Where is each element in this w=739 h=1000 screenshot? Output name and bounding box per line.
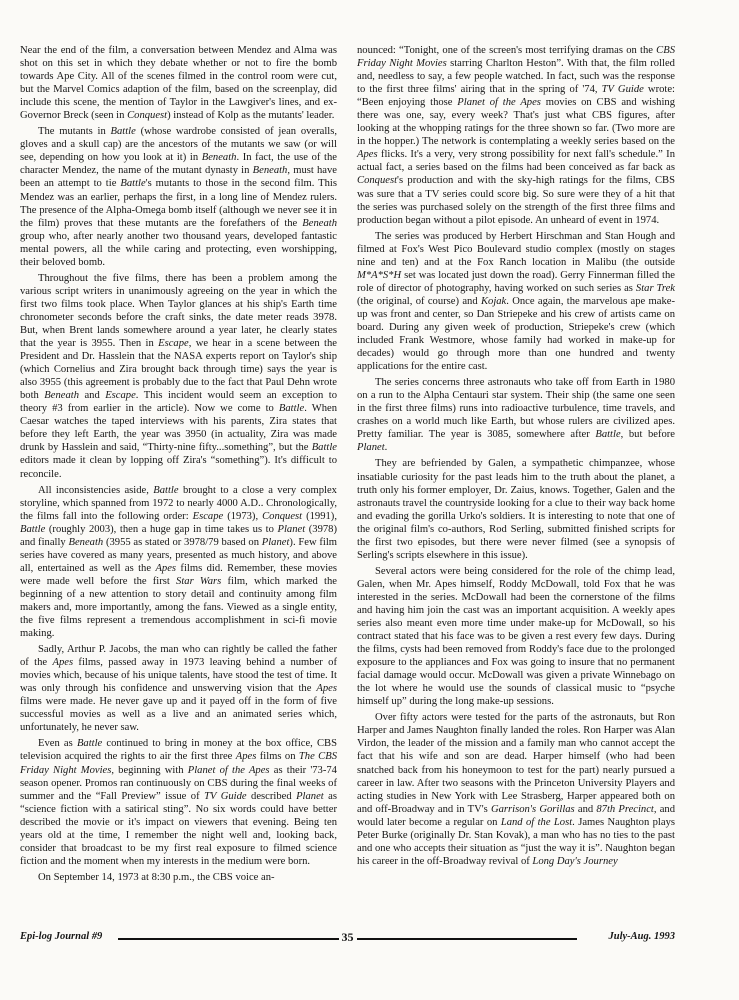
- body-paragraph: On September 14, 1973 at 8:30 p.m., the CBS voice an-: [38, 871, 275, 883]
- issue-date: July-Aug. 1993: [604, 931, 675, 942]
- body-paragraph: Even as Battle continued to bring in money at the box office, CBS television acquired the rights to air the first three Apes films on The CBS Friday Night Movies, beginning with Planet of the Apes as their '73-74 season opener. Promos ran continuously on CBS during the final weeks of summer and the “Fall Preview” issue of TV Guide described Planet as “science fiction with a satirical sting”. No six words could have better described the movie or it's impact on viewers that evening. Being ten years old at the time, I remember the night well and, looking back, consider that broadcast to be my first real exposure to filmed science fiction and the moment when my interests in the medium were born.: [20, 738, 338, 867]
- body-paragraph: Near the end of the film, a conversation between Mendez and Alma was shot on this set in which they debate whether or not to fire the bomb towards Ape City. All of the scenes filmed in the control room were cut, but the Marvel Comics adaption of the film, based on the screenplay, did include this scene, the mention of Taylor in the Lawgiver's lines, and ex-Governor Breck (seen in Conquest) instead of Kolp as the mutants' leader.: [20, 45, 337, 122]
- body-paragraph: All inconsistencies aside, Battle brought to a close a very complex storyline, which spanned from 1972 to nearly 4000 A.D.. Chronologically, the films fall into the following order: Escape (1973), Conquest (1991), Battle (roughly 2003), then a huge gap in time takes us to Planet (3978) and finally Beneath (3955 as stated or 3978/79 based on Planet). Few film series have covered as many years, presented as much history, and above all, entertained as well as the Apes films did. Remember, these movies were made well before the first Star Wars film, which marked the beginning of a new attention to story detail and continuity among film makers and, more importantly, among the fans. Viewed as a single entity, the five films represent a tremendous accomplishment in sci-fi movie making.: [20, 484, 338, 640]
- body-paragraph: The series was produced by Herbert Hirschman and Stan Hough and filmed at Fox's West Pico Boulevard studio complex (mostly on stages nine and ten) and at the Fox Ranch location in Malibu (the outside M*A*S*H set was located just down the road). Gerry Finnerman filled the role of director of photography, having worked on such series as Star Trek (the original, of course) and Kojak. Once again, the marvelous ape make-up was front and center, so Dan Striepeke and his crew of artists came on board. During any given week of production, Striepeke's crew (which included Frank Westmore, whose family had worked in make-up for decades) would go through more than one hundred and twenty applications for the entire cast.: [357, 230, 676, 373]
- body-paragraph: Throughout the five films, there has been a problem among the various script writers in unanimously agreeing on the year in which the first two films took place. When Taylor glances at his ship's Earth time chronometer seconds before the craft sinks, the date meter reads 3978. But, when Brent lands somewhere around a year later, he clearly states that the year is 3955. Then in Escape, we hear in a scene between the President and Dr. Hasslein that the NASA experts report on Taylor's ship (which Cornelius and Zira brought back through time) says the year is also 3955 (this agreement is probably due to the fact that Paul Dehn wrote both Beneath and Escape. This incident would seem an exception to theory #3 from earlier in the article). Now we come to Battle. When Caesar watches the taped interviews with his parents, Zira states that before they left Earth, the year was 3950 (in actuality, Zira was made drunk by Hasslein and said, “Thirty-nine fifty...something”, but the Battle editors made it clean by lopping off Zira's “something”). It's difficult to reconcile.: [20, 272, 338, 480]
- body-paragraph: Over fifty actors were tested for the parts of the astronauts, but Ron Harper and James Naughton finally landed the roles. Ron Harper was Alan Virdon, the leader of the mission and a family man who cannot accept the fact that his wife and son are dead. Harper himself (who had been snatched back from his honeymoon to test for the part) nearly pursued a career in law. After two seasons with the Princeton University Players and acting studies in New York with Lee Strasberg, Harper appeared both on and off-Broadway and in TV's Garrison's Gorillas and 87th Precinct, and would later become a regular on Land of the Lost. James Naughton plays Peter Burke (originally Dr. Stan Kovak), a man who has no ties to the past and one who accepts their situation as “just the way it is”. Naughton began his career in the off-Broadway revival of Long Day's Journey: [357, 712, 676, 867]
- right-text-column: [357, 44, 675, 868]
- body-paragraph: They are befriended by Galen, a sympathetic chimpanzee, whose insatiable curiosity for the past leads him to the truth about the planet, a truth only his former employer, Dr. Zaius, knows. Together, Galen and the astronauts travel the countryside looking for a clue to their way back home and evading the gorilla Urko's soldiers. It is interesting to note that one of the original film's co-authors, Rod Serling, submitted finished scripts for the first two episodes, but there were never filmed (see a synopsis of Serling's scripts elsewhere in this issue).: [357, 458, 675, 561]
- body-paragraph: Sadly, Arthur P. Jacobs, the man who can rightly be called the father of the Apes films, passed away in 1973 leaving behind a number of movies which, because of his unique talents, have stood the test of time. It was only through his confidence and unswerving vision that the Apes films were made. He never gave up and it payed off in the form of five successful movies as well as a live and an animated series which, unfortunately, he never saw.: [20, 644, 337, 734]
- body-paragraph: nounced: “Tonight, one of the screen's most terrifying dramas on the CBS Friday Night Movies starring Charlton Heston”. With that, the film rolled and, needless to say, a few people watched. In fact, such was the response to the first three films' airing that in the spring of '74, TV Guide wrote: “Been enjoying those Planet of the Apes movies on CBS and wishing there was one, say, every week? That's just what CBS figures, after looking at the whopping ratings for the three shown so far. (Two more are in the hopper.) The network is contemplating a weekly series based on the Apes flicks. It's a very, very strong possibility for next fall's schedule.” In actual fact, a series based on the films had been conceived as far back as Conquest's production and with the sky-high ratings for the films, CBS was sure that a TV series could score big. So sure were they of a hit that the series was purchased solely on the strength of the first three films and production began without a pilot episode. An unheard of event in 1974.: [357, 45, 676, 226]
- journal-title: Epi-log Journal #9: [20, 931, 106, 942]
- page-number: 35: [339, 930, 357, 945]
- page-footer: [20, 931, 675, 949]
- body-paragraph: The mutants in Battle (whose wardrobe consisted of jean overalls, gloves and a skull cap) are the ancestors of the mutants we saw (or will see, depending on how you look at it) in Beneath. In fact, the use of the character Mendez, the name of the mutant dynasty in Beneath, must have been an attempt to tie Battle's mutants to those in the second film. This Mendez was an earlier, perhaps the first, in a long line of Mendez rulers. The presence of the Alpha-Omega bomb itself (although we never see it in the film) proves that these mutants are the forefathers of the Beneath group who, after nearly another two thousand years, developed fantastic mental powers, all the while caring and protecting, even worshipping, their beloved bomb.: [20, 126, 338, 268]
- left-text-column: [20, 44, 337, 884]
- body-paragraph: The series concerns three astronauts who take off from Earth in 1980 on a run to the Alpha Centauri star system. Their ship (the same one seen in the first three films) runs into radioactive turbulence, time travels, and crashes on a world much like Earth, but whose rulers are civilized apes. Pretty familiar. The year is 3085, somewhere after Battle, but before Planet.: [357, 377, 675, 454]
- body-paragraph: Several actors were being considered for the role of the chimp lead, Galen, when Mr. Apes himself, Roddy McDowall, told Fox that he was interested in the series. McDowall had been the cornerstone of the films and having him join the cast was an important acquisition. A weekly apes series also meant even more time under make-up for McDowall, so his contract stated that his face was to be given a rest every few days. During the films, cysts had been removed from Roddy's face due to the prolonged exposure to the appliances and Fox was going to insure that no permanent facial damage would occur. McDowall was given a private Winnebago on the lot where he would use the sounds of classical music to “psyche himself up” during the long make-up sessions.: [357, 565, 675, 708]
